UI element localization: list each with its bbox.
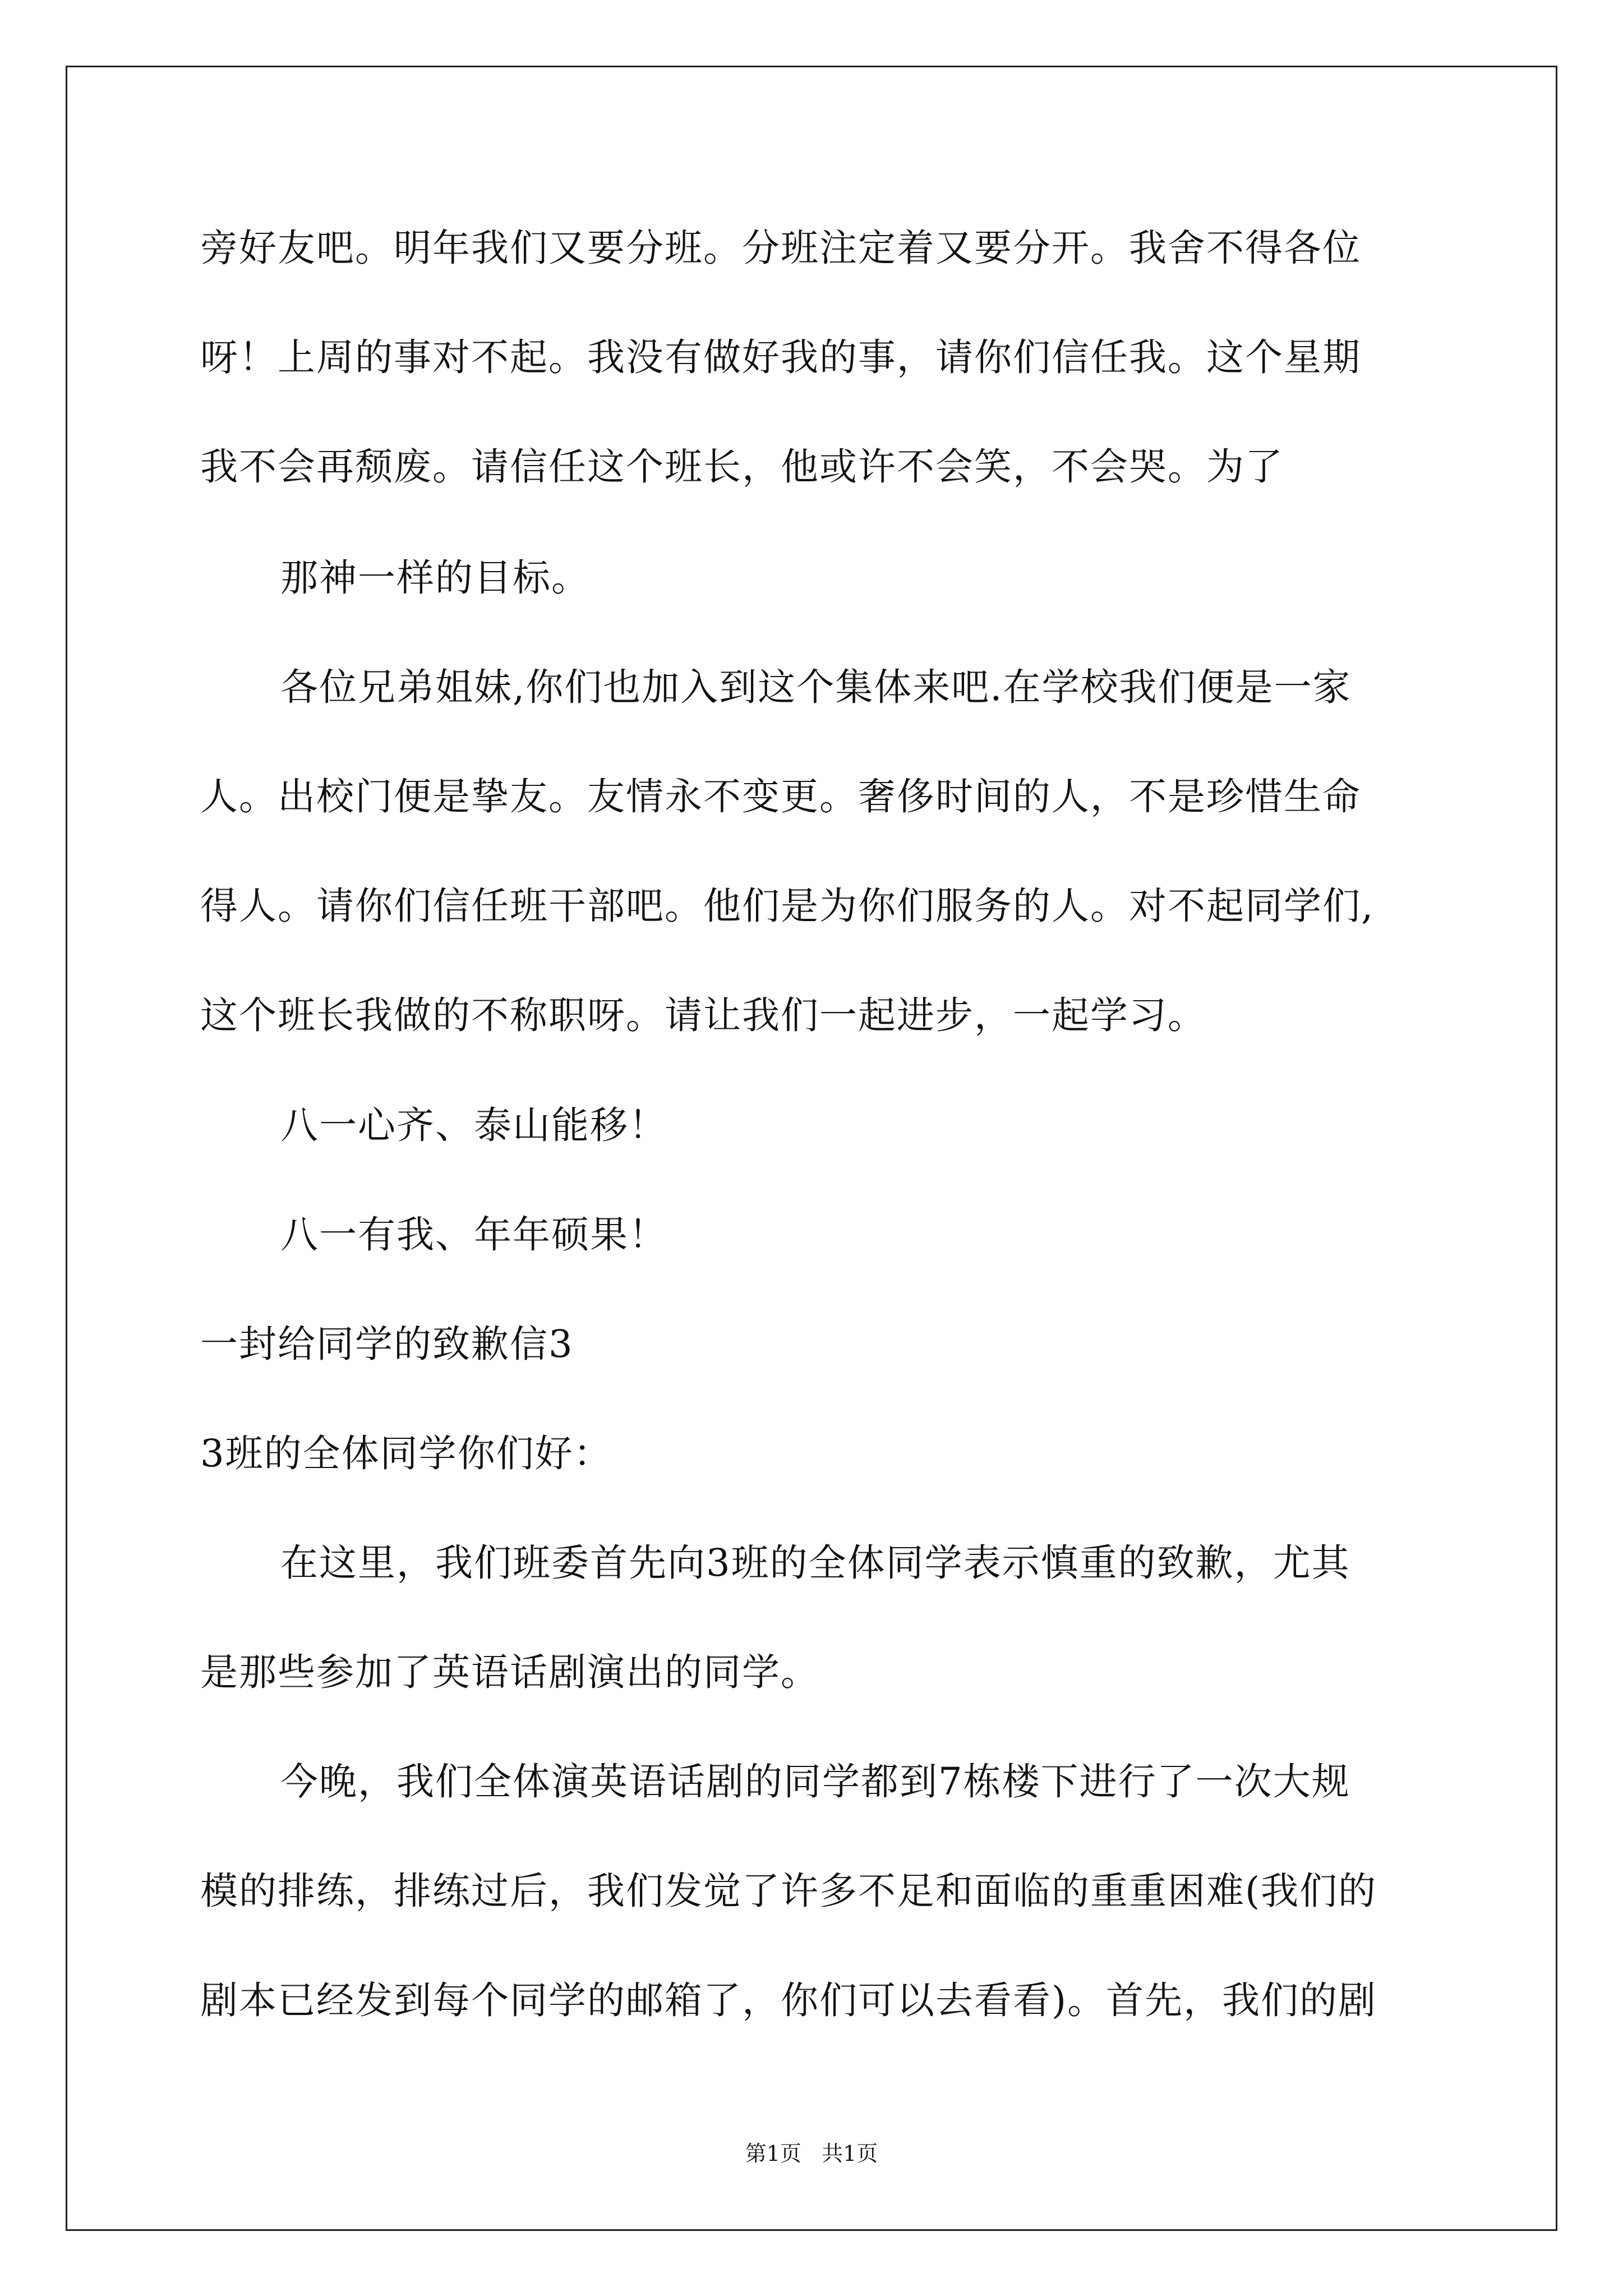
body-line-6: 人。出校门便是挚友。友情永不变更。奢侈时间的人，不是珍惜生命 — [200, 775, 1361, 818]
body-line-7: 得人。请你们信任班干部吧。他们是为你们服务的人。对不起同学们, — [200, 884, 1375, 928]
body-line-4: 那神一样的目标。 — [280, 556, 590, 600]
body-line-10: 八一有我、年年硕果！ — [280, 1213, 667, 1257]
body-line-3: 我不会再颓废。请信任这个班长，他或许不会笑，不会哭。为了 — [200, 445, 1284, 489]
body-line-8: 这个班长我做的不称职呀。请让我们一起进步，一起学习。 — [200, 993, 1206, 1037]
page-number-footer: 第1页 共1页 — [745, 2141, 878, 2166]
body-line-1: 旁好友吧。明年我们又要分班。分班注定着又要分开。我舍不得各位 — [200, 226, 1361, 270]
salutation: 3班的全体同学你们好： — [200, 1432, 612, 1475]
body-line-2: 呀！上周的事对不起。我没有做好我的事，请你们信任我。这个星期 — [200, 335, 1361, 379]
body-line-9: 八一心齐、泰山能移！ — [280, 1103, 667, 1147]
body-line-16: 模的排练，排练过后，我们发觉了许多不足和面临的重重困难(我们的 — [200, 1869, 1377, 1913]
section-heading: 一封给同学的致歉信3 — [200, 1322, 574, 1366]
body-line-13: 在这里，我们班委首先向3班的全体同学表示慎重的致歉，尤其 — [280, 1541, 1350, 1585]
body-line-14: 是那些参加了英语话剧演出的同学。 — [200, 1650, 819, 1694]
body-line-17: 剧本已经发到每个同学的邮箱了，你们可以去看看)。首先，我们的剧 — [200, 1978, 1377, 2022]
body-line-15: 今晚，我们全体演英语话剧的同学都到7栋楼下进行了一次大规 — [280, 1760, 1350, 1803]
body-line-5: 各位兄弟姐妹,你们也加入到这个集体来吧.在学校我们便是一家 — [280, 665, 1352, 709]
